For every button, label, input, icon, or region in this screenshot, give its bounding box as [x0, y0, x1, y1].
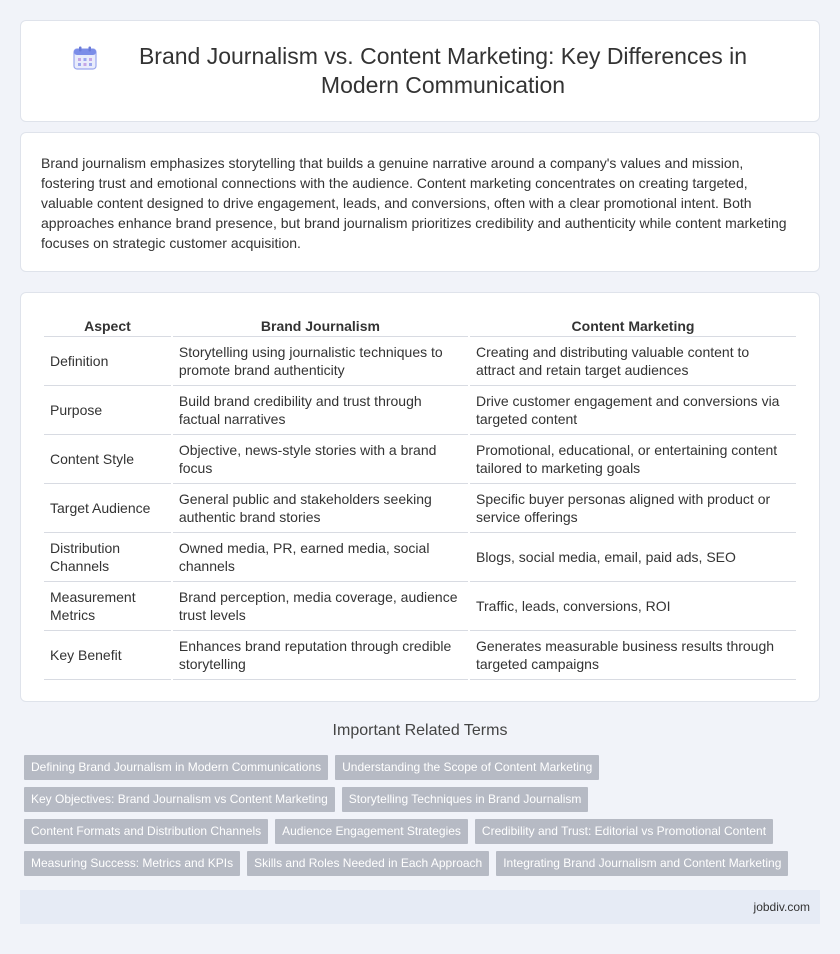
- table-row: [44, 484, 796, 533]
- related-terms-list: [24, 755, 814, 876]
- table-row: [44, 631, 796, 680]
- table-row: [44, 386, 796, 435]
- header-card: [20, 20, 820, 122]
- row-aspect: Measurement Metrics: [44, 582, 171, 631]
- comparison-table: [42, 313, 798, 680]
- related-term-tag[interactable]: Integrating Brand Journalism and Content Marketing: [496, 851, 788, 876]
- intro-paragraph: Brand journalism emphasizes storytelling that builds a genuine narrative around a company's values and mission, fostering trust and emotional connections with the audience. Content marketing concentrates on creating targeted, valuable content designed to drive engagement, leads, and conversions, often with a clear promotional intent. Both approaches enhance brand presence, but brand journalism prioritizes credibility and authenticity while content marketing focuses on strategic customer acquisition.: [41, 155, 787, 251]
- row-aspect: Definition: [44, 337, 171, 386]
- table-header-row: [44, 313, 796, 337]
- row-aspect: Purpose: [44, 386, 171, 435]
- column-header-brand-journalism: Brand Journalism: [173, 313, 468, 337]
- row-brand-journalism: General public and stakeholders seeking authentic brand stories: [173, 484, 468, 533]
- row-content-marketing: Drive customer engagement and conversions via targeted content: [470, 386, 796, 435]
- table-row: [44, 435, 796, 484]
- related-term-tag[interactable]: Measuring Success: Metrics and KPIs: [24, 851, 240, 876]
- related-term-tag[interactable]: Key Objectives: Brand Journalism vs Content Marketing: [24, 787, 335, 812]
- footer-site-link[interactable]: jobdiv.com: [753, 900, 810, 914]
- row-aspect: Distribution Channels: [44, 533, 171, 582]
- row-aspect: Target Audience: [44, 484, 171, 533]
- table-row: [44, 582, 796, 631]
- footer: [20, 890, 820, 924]
- column-header-aspect: Aspect: [44, 313, 171, 337]
- related-term-tag[interactable]: Defining Brand Journalism in Modern Communications: [24, 755, 328, 780]
- column-header-content-marketing: Content Marketing: [470, 313, 796, 337]
- row-content-marketing: Blogs, social media, email, paid ads, SEO: [470, 533, 796, 582]
- table-row: [44, 337, 796, 386]
- related-term-tag[interactable]: Skills and Roles Needed in Each Approach: [247, 851, 489, 876]
- related-term-tag[interactable]: Content Formats and Distribution Channels: [24, 819, 268, 844]
- related-term-tag[interactable]: Audience Engagement Strategies: [275, 819, 468, 844]
- related-terms-heading: Important Related Terms: [332, 722, 508, 739]
- row-content-marketing: Generates measurable business results through targeted campaigns: [470, 631, 796, 680]
- row-brand-journalism: Brand perception, media coverage, audience trust levels: [173, 582, 468, 631]
- row-brand-journalism: Enhances brand reputation through credible storytelling: [173, 631, 468, 680]
- intro-card: [20, 132, 820, 272]
- row-brand-journalism: Storytelling using journalistic techniques to promote brand authenticity: [173, 337, 468, 386]
- row-brand-journalism: Build brand credibility and trust through factual narratives: [173, 386, 468, 435]
- row-content-marketing: Promotional, educational, or entertaining content tailored to marketing goals: [470, 435, 796, 484]
- row-aspect: Key Benefit: [44, 631, 171, 680]
- row-content-marketing: Traffic, leads, conversions, ROI: [470, 582, 796, 631]
- row-brand-journalism: Objective, news-style stories with a brand focus: [173, 435, 468, 484]
- table-row: [44, 533, 796, 582]
- row-content-marketing: Creating and distributing valuable content to attract and retain target audiences: [470, 337, 796, 386]
- page-title: Brand Journalism vs. Content Marketing: Key Differences in Modern Communication: [138, 43, 748, 98]
- row-brand-journalism: Owned media, PR, earned media, social channels: [173, 533, 468, 582]
- title-row: [21, 21, 819, 121]
- row-content-marketing: Specific buyer personas aligned with product or service offerings: [470, 484, 796, 533]
- row-aspect: Content Style: [44, 435, 171, 484]
- calendar-icon: [72, 45, 98, 71]
- related-term-tag[interactable]: Storytelling Techniques in Brand Journalism: [342, 787, 589, 812]
- related-term-tag[interactable]: Understanding the Scope of Content Marketing: [335, 755, 599, 780]
- related-term-tag[interactable]: Credibility and Trust: Editorial vs Promotional Content: [475, 819, 773, 844]
- comparison-table-card: [20, 292, 820, 702]
